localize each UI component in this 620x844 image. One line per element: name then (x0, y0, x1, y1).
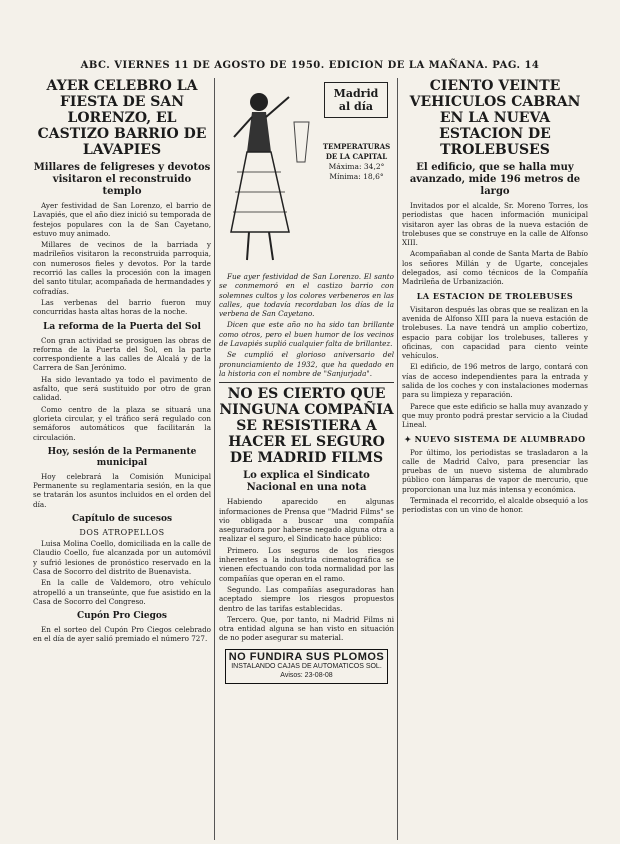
column-rule (397, 78, 398, 840)
article-paragraph: Habiendo aparecido en algunas informaciones de Prensa que "Madrid Films" se vio obligada a buscar una compañía aseguradora por haberse negado alguna otra a realizar el seguro, el Sindicato hace público: (219, 497, 394, 544)
column-rule (214, 78, 215, 840)
temperature-min: Mínima: 18,6° (329, 172, 384, 181)
article-paragraph: El edificio, de 196 metros de largo, contará con vías de acceso independientes para la entrada y salida de los coches y con instalaciones modernas para su limpieza y reparación. (402, 362, 588, 400)
article-paragraph: Fue ayer festividad de San Lorenzo. El santo se conmemoró en el castizo barrio con solemnes cultos y los colores verbeneros en las calles, que todavía recordaban los días de la verbena de San Cayetano. (219, 272, 394, 319)
star-icon: ✦ (404, 433, 412, 444)
ad-headline: NO FUNDIRA SUS PLOMOS (228, 650, 385, 663)
article-paragraph: Visitaron después las obras que se realizan en la avenida de Alfonso XIII para la nueva estación de trolebuses. La nave tendrá un amplio cobertizo, espacio para cobijar los trolebuses, talleres y oficinas, con capacidad para ciento veinte vehículos. (402, 304, 588, 361)
article-paragraph: Por último, los periodistas se trasladaron a la calle de Madrid Calvo, para presenciar las pruebas de un nuevo sistema de alumbrado público con lámparas de vapor de mercurio, que proporcionan una luz más intensa y económica. (402, 447, 588, 494)
article-paragraph: Millares de vecinos de la barriada y madrileños visitaron la reconstruida parroquia, con numerosos fieles y devotos. Por la tarde recorrió las calles la procesión con la imagen del santo titular, acompañada de hermandades y cofradías. (33, 240, 211, 296)
woman-illustration (219, 82, 314, 272)
article-paragraph: Acompañaban al conde de Santa Marta de Babío los señores Millán y de Ugarte, concejales delegados, así como técnicos de la Compañía Madrileña de Urbanización. (402, 249, 588, 287)
temperatures (319, 142, 394, 182)
subhead-sindicato: Lo explica el Sindicato Nacional en una nota (243, 470, 370, 494)
article-paragraph: Terminada el recorrido, el alcalde obsequió a los periodistas con un vino de honor. (402, 496, 588, 515)
advertisement-automaticos-sol (225, 649, 388, 684)
subhead-edificio: El edificio, que se halla muy avanzado, mide 196 metros de largo (409, 162, 581, 197)
page-header: ABC. VIERNES 11 DE AGOSTO DE 1950. EDICION DE LA MAÑANA. PAG. 14 (80, 60, 540, 71)
article-paragraph: Ha sido levantado ya todo el pavimento de asfalto, que será sustituido por otro de gran calidad. (33, 374, 211, 403)
headline-sucesos: Capítulo de sucesos (71, 514, 173, 525)
madrid-al-dia-box: Madrid al día (324, 82, 388, 118)
temperature-max: Máxima: 34,2° (328, 162, 385, 171)
subhead-atropellos: DOS ATROPELLOS (79, 528, 165, 538)
article-paragraph: Segundo. Las compañías aseguradoras han aceptado siempre los riesgos propuestos dentro de las tarifas establecidas. (219, 584, 394, 613)
article-paragraph: Dicen que este año no ha sido tan brillante como otros, pero el buen humor de los vecinos de Lavapiés suplió cualquier falta de brillantez. (219, 320, 394, 349)
headline-san-lorenzo: AYER CELEBRO LA FIESTA DE SAN LORENZO, EL CASTIZO BARRIO DE LAVAPIES (37, 78, 207, 158)
headline-madrid-films: NO ES CIERTO QUE NINGUNA COMPAÑIA SE RESISTIERA A HACER EL SEGURO DE MADRID FILMS (219, 386, 394, 467)
article-paragraph: Primero. Los seguros de los riesgos inherentes a la industria cinematográfica se vienen efectuando con toda normalidad por las compañías que operan en el ramo. (219, 545, 394, 583)
article-paragraph: Las verbenas del barrio fueron muy concurridas hasta altas horas de la noche. (33, 297, 211, 317)
temperatures-title: TEMPERATURAS DE LA CAPITAL (322, 142, 391, 161)
article-paragraph: Como centro de la plaza se situará una glorieta circular, y el tráfico será regulado con semáforos automáticos que facilitarán la circulación. (33, 404, 211, 442)
ad-subline: INSTALANDO CAJAS DE AUTOMATICOS SOL. Avisos: 23-08-08 (231, 662, 382, 679)
article-paragraph: En el sorteo del Cupón Pro Ciegos celebrado en el día de ayer salió premiado el número 727. (33, 625, 211, 644)
column-2 (219, 78, 394, 842)
headline-puerta-del-sol: La reforma de la Puerta del Sol (43, 321, 201, 332)
article-paragraph: Con gran actividad se prosiguen las obras de reforma de la Puerta del Sol, en la parte correspondiente a las calles de Alcalá y de la Carrera de San Jerónimo. (33, 335, 211, 373)
section-divider (219, 382, 394, 383)
madrid-al-dia-text (219, 272, 394, 378)
article-paragraph: Ayer festividad de San Lorenzo, el barrio de Lavapiés, que el año diez inició su temporada de festejos populares con la de San Cayetano, estuvo muy animado. (33, 201, 211, 238)
headline-trolebuses: CIENTO VEINTE VEHICULOS CABRAN EN LA NUEVA ESTACION DE TROLEBUSES (409, 78, 581, 158)
article-paragraph: Se cumplió el glorioso aniversario del pronunciamiento de 1932, que ha quedado en la historia con el nombre de "Sanjurjada". (219, 350, 394, 378)
article-paragraph: Luisa Molina Coello, domiciliada en la calle de Claudio Coello, fue alcanzada por un automóvil y sufrió lesiones de pronóstico reservado en la Casa de Socorro del distrito de Buenavista. (33, 539, 211, 576)
article-paragraph: Tercero. Que, por tanto, ni Madrid Films ni otra entidad alguna se han visto en situación de no poder asegurar su material. (219, 614, 394, 643)
column-3 (402, 78, 588, 842)
madrid-al-dia-block (219, 82, 394, 272)
headline-permanente: Hoy, sesión de la Permanente municipal (47, 446, 197, 468)
headline-alumbrado (402, 434, 588, 444)
article-paragraph: Hoy celebrará la Comisión Municipal Permanente su reglamentaria sesión, en la que se tratarán los asuntos incluidos en el orden del día. (33, 471, 211, 509)
headline-alumbrado-text: NUEVO SISTEMA DE ALUMBRADO (414, 433, 586, 444)
article-paragraph: En la calle de Valdemoro, otro vehículo atropelló a un transeúnte, que fue asistido en la Casa de Socorro del Congreso. (33, 578, 211, 606)
headline-cupon: Cupón Pro Ciegos (77, 611, 167, 622)
article-paragraph: Invitados por el alcalde, Sr. Moreno Torres, los periodistas que hacen información municipal visitaron ayer las obras de la nueva estación de trolebuses que se construye en la calle de Alfonso XIII. (402, 201, 588, 248)
article-paragraph: Parece que este edificio se halla muy avanzado y que muy pronto podrá prestar servicio a la Ciudad Lineal. (402, 401, 588, 430)
headline-estacion: LA ESTACION DE TROLEBUSES (416, 290, 574, 301)
column-1 (33, 78, 211, 842)
subhead-feligreses: Millares de feligreses y devotos visitaron el reconstruido templo (33, 162, 211, 197)
